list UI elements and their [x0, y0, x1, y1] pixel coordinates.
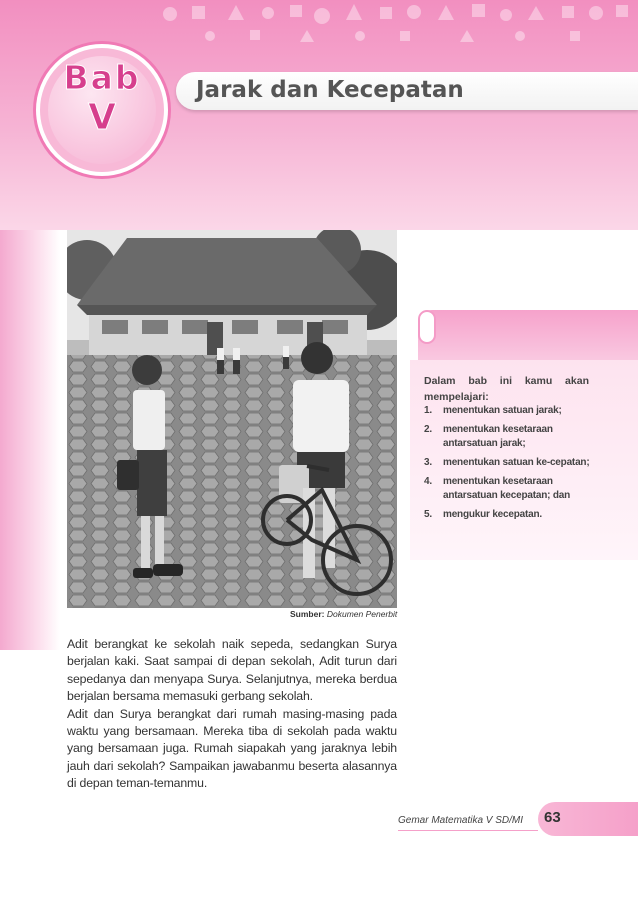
objective-item — [424, 404, 590, 418]
page-number: 63 — [544, 809, 561, 826]
chapter-photo — [67, 230, 397, 608]
objective-text: menentukan satuan ke-cepatan; — [443, 457, 590, 468]
objective-item — [424, 456, 590, 470]
intro-paragraph-2: Adit dan Surya berangkat dari rumah masing-masing pada waktu yang bersamaan. Mereka tiba di sekolah pada waktu yang bersamaan juga. Rumah siapakah yang jaraknya lebih jauh dari sekolah? Sampaikan jawabanmu beserta alasannya di depan teman-temanmu. — [67, 706, 397, 791]
objectives-list — [424, 404, 590, 527]
objective-text: mengukur kecepatan. — [443, 509, 543, 520]
objective-text: menentukan kesetaraan antarsatuan kecepatan; dan — [443, 476, 571, 501]
side-decoration — [0, 230, 60, 650]
objective-number: 3. — [424, 457, 432, 468]
objective-item — [424, 423, 590, 451]
intro-paragraph-1: Adit berangkat ke sekolah naik sepeda, sedangkan Surya berjalan kaki. Saat sampai di depan sekolah, Adit turun dari sepedanya dan menyapa Surya. Selanjutnya, mereka berdua berjalan bersama memasuki gerbang sekolah. — [67, 637, 397, 704]
objective-number: 1. — [424, 405, 432, 416]
caption-label: Sumber: — [290, 609, 325, 619]
footer-divider — [398, 830, 538, 831]
objectives-heading: Dalam bab ini kamu akan mempelajari: — [424, 375, 589, 403]
objective-text: menentukan satuan jarak; — [443, 405, 562, 416]
schoolyard-photo-illustration — [67, 230, 397, 608]
intro-story — [67, 636, 397, 793]
objective-text: menentukan kesetaraan antarsatuan jarak; — [443, 424, 553, 449]
objective-item — [424, 475, 590, 503]
objective-number: 2. — [424, 424, 432, 435]
chapter-label: Bab — [63, 58, 141, 97]
book-title: Gemar Matematika V SD/MI — [398, 815, 524, 826]
objective-number: 4. — [424, 476, 432, 487]
objective-item — [424, 508, 590, 522]
chapter-number: V — [88, 97, 116, 138]
objectives-tab-curl — [418, 310, 436, 344]
chapter-title: Jarak dan Kecepatan — [196, 77, 464, 103]
caption-source: Dokumen Penerbit — [326, 609, 398, 619]
header-pattern — [150, 0, 638, 48]
photo-caption — [290, 609, 397, 619]
objective-number: 5. — [424, 509, 432, 520]
